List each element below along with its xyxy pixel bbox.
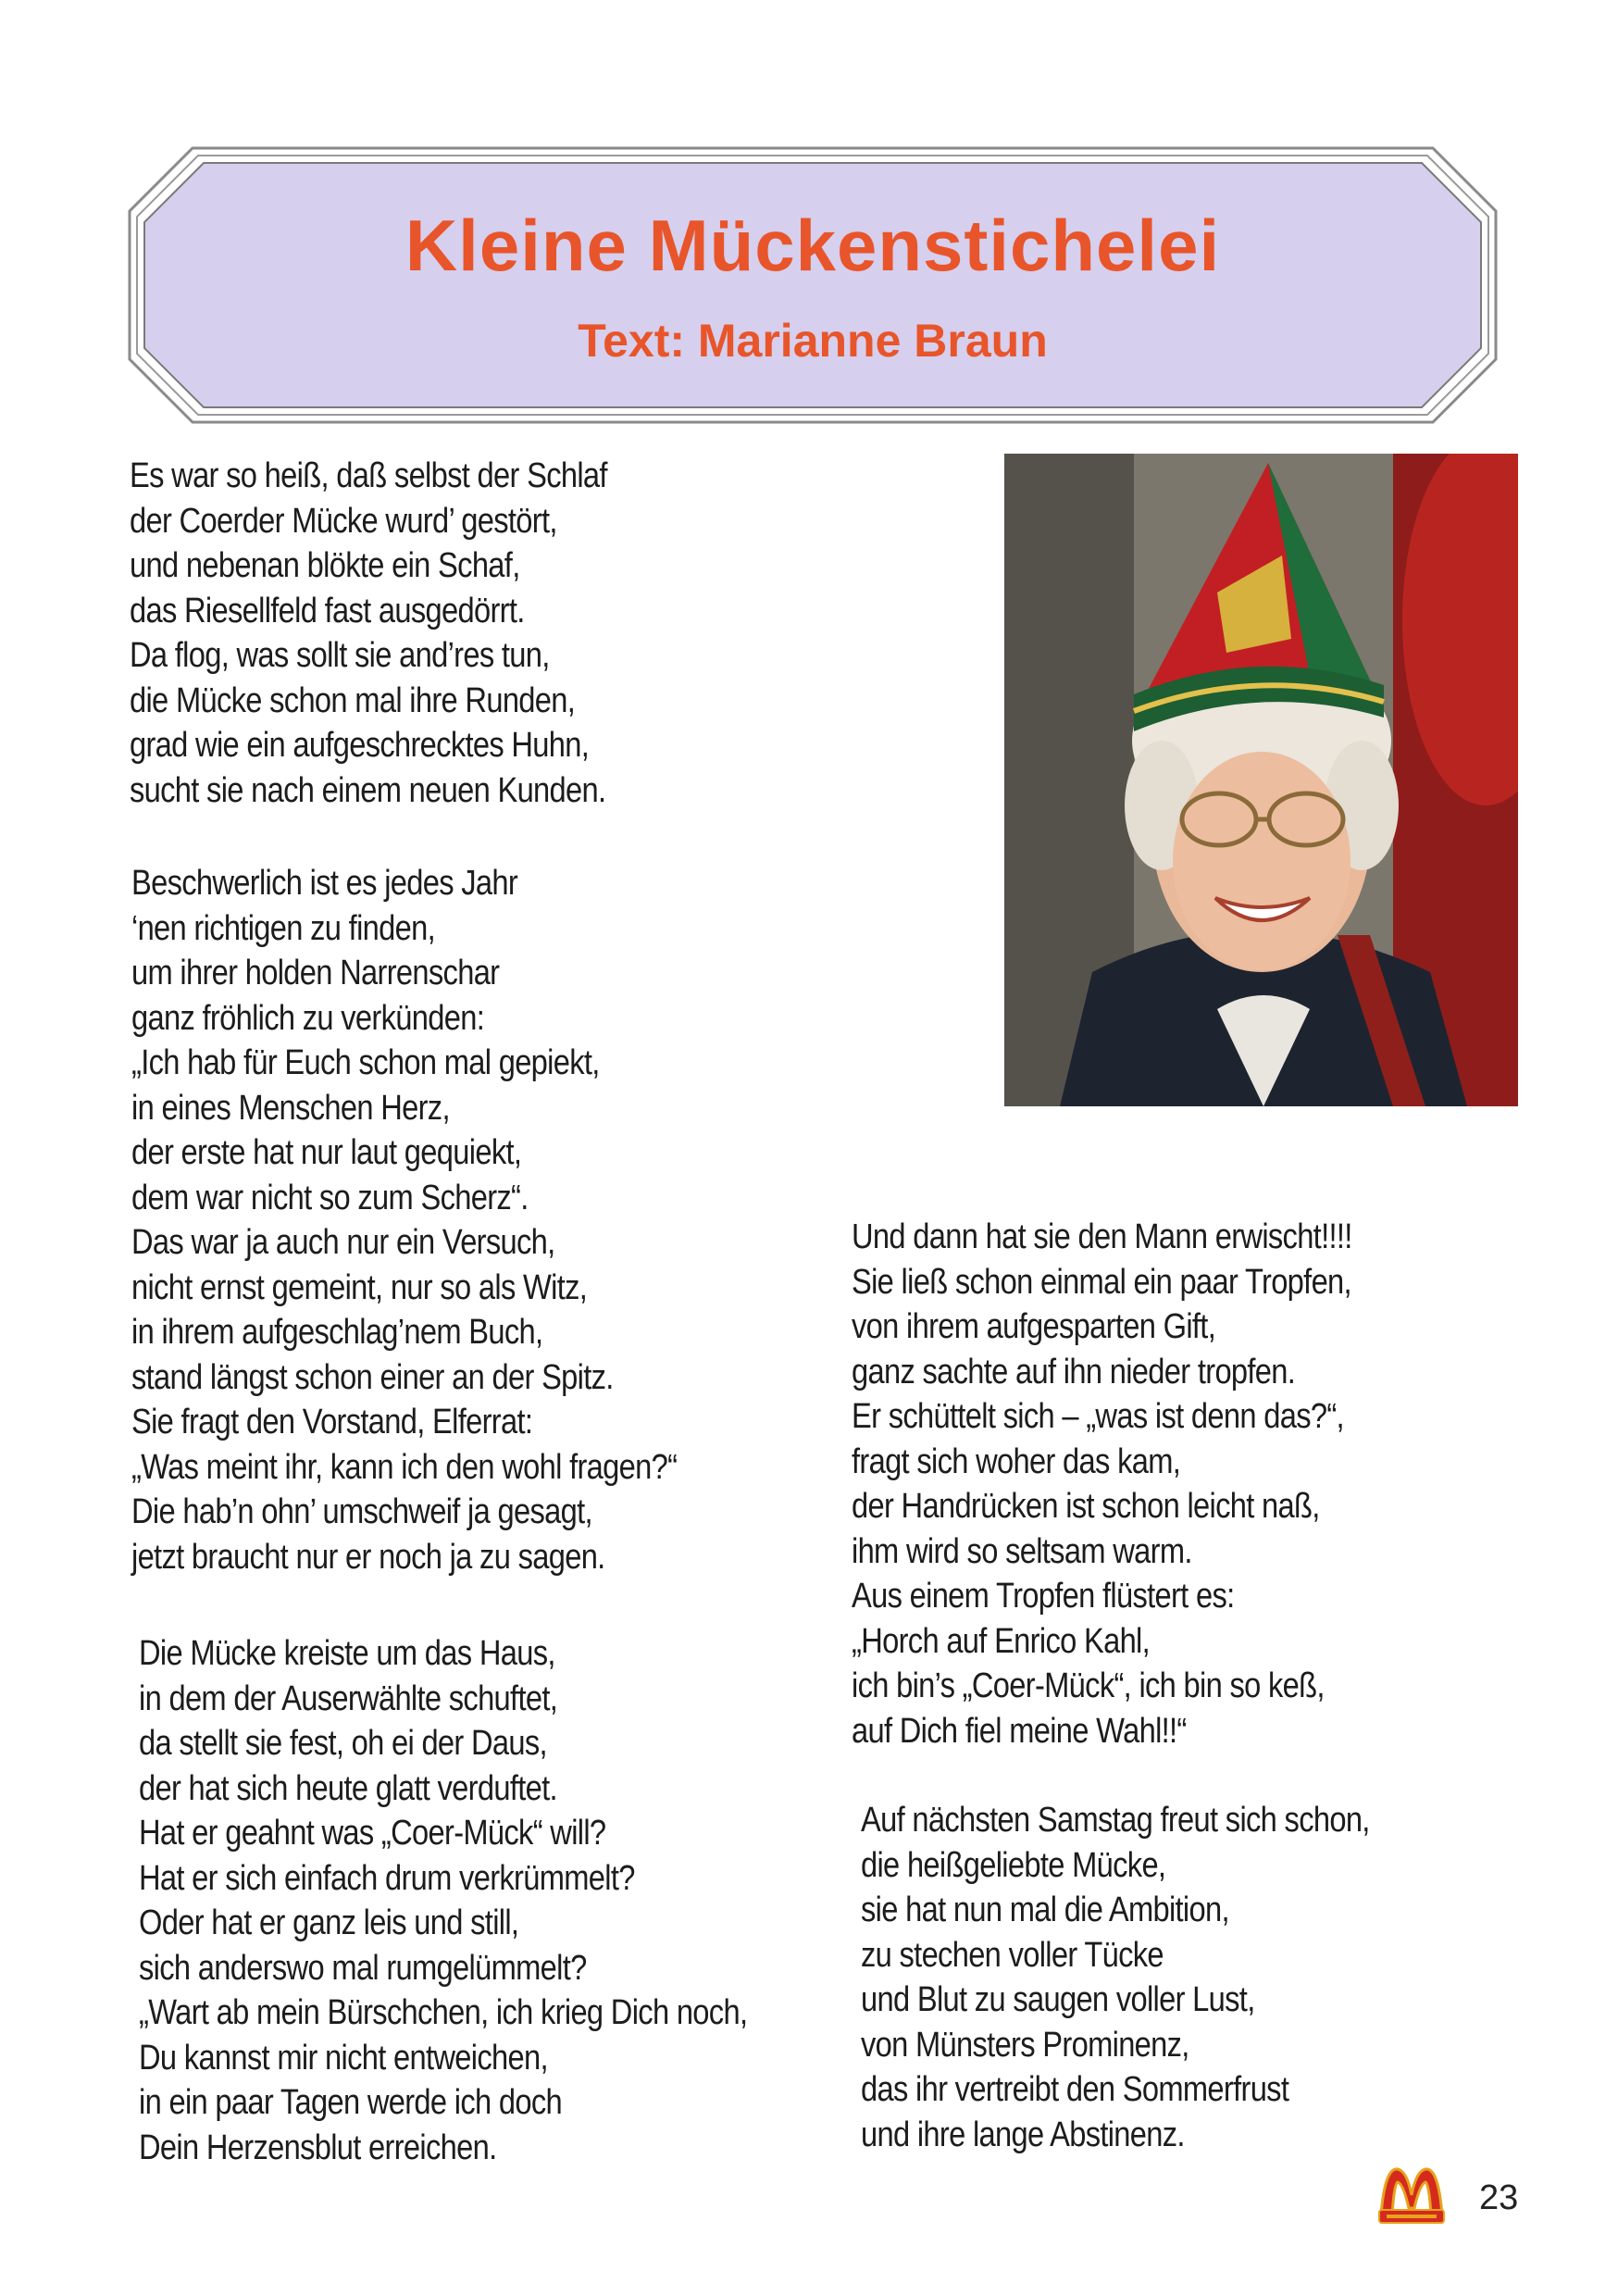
poem-line: stand längst schon einer an der Spitz. — [131, 1357, 614, 1397]
poem-line: der Handrücken ist schon leicht naß, — [852, 1487, 1320, 1526]
poem-line: von Münsters Prominenz, — [861, 2025, 1189, 2065]
poem-line: ganz fröhlich zu verkünden: — [131, 998, 485, 1038]
club-logo-icon — [1377, 2162, 1446, 2227]
poem-line: Die hab’n ohn’ umschweif ja gesagt, — [131, 1492, 592, 1531]
poem-line: ‘nen richtigen zu finden, — [131, 908, 435, 948]
poem-line: fragt sich woher das kam, — [852, 1441, 1181, 1481]
poem-line: in ein paar Tagen werde ich doch — [139, 2083, 563, 2122]
poem-stanza-4 — [852, 1215, 1434, 1753]
poem-line: Und dann hat sie den Mann erwischt!!!! — [852, 1217, 1352, 1256]
poem-line: „Wart ab mein Bürschchen, ich krieg Dich noch, — [139, 1993, 748, 2032]
poem-line: von ihrem aufgesparten Gift, — [852, 1307, 1216, 1346]
poem-line: in dem der Auserwählte schuftet, — [139, 1678, 558, 1718]
poem-line: das ihr vertreibt den Sommerfrust — [861, 2070, 1289, 2109]
poem-line: und Blut zu saugen voller Lust, — [861, 1980, 1255, 2019]
poem-line: Das war ja auch nur ein Versuch, — [131, 1223, 555, 1262]
poem-line: Beschwerlich ist es jedes Jahr — [131, 864, 518, 903]
author-credit: Text: Marianne Braun — [578, 315, 1048, 367]
poem-line: und ihre lange Abstinenz. — [861, 2115, 1185, 2154]
page-number: 23 — [1479, 2178, 1519, 2217]
poem-line: der erste hat nur laut gequiekt, — [131, 1133, 522, 1172]
poem-stanza-3 — [139, 1631, 846, 2170]
poem-line: Du kannst mir nicht entweichen, — [139, 2038, 548, 2078]
poem-line: da stellt sie fest, oh ei der Daus, — [139, 1724, 547, 1763]
poem-line: sie hat nun mal die Ambition, — [861, 1890, 1229, 1929]
poem-line: Sie fragt den Vorstand, Elferrat: — [131, 1403, 533, 1441]
poem-line: ihm wird so seltsam warm. — [852, 1531, 1192, 1571]
poem-line: der Coerder Mücke wurd’ gestört, — [130, 501, 557, 541]
poem-stanza-2 — [131, 861, 765, 1579]
poem-line: „Ich hab für Euch schon mal gepiekt, — [131, 1043, 600, 1082]
poem-line: Oder hat er ganz leis und still, — [139, 1903, 519, 1942]
poem-stanza-1 — [130, 454, 685, 813]
poem-line: in eines Menschen Herz, — [131, 1088, 450, 1128]
poem-line: Da flog, was sollt sie and’res tun, — [130, 636, 550, 675]
poem-line: die Mücke schon mal ihre Runden, — [130, 680, 576, 720]
poem-line: nicht ernst gemeint, nur so als Witz, — [131, 1267, 588, 1307]
title-banner — [128, 146, 1498, 424]
poem-line: sucht sie nach einem neuen Kunden. — [130, 770, 606, 810]
poem-line: das Riesellfeld fast ausgedörrt. — [130, 591, 525, 630]
poem-stanza-5 — [861, 1798, 1452, 2157]
poem-line: „Horch auf Enrico Kahl, — [852, 1621, 1151, 1661]
poem-line: Es war so heiß, daß selbst der Schlaf — [130, 456, 607, 495]
poem-line: Er schüttelt sich – „was ist denn das?“, — [852, 1397, 1344, 1436]
poem-line: sich anderswo mal rumgelümmelt? — [139, 1948, 587, 1988]
poem-line: Hat er sich einfach drum verkrümmelt? — [139, 1858, 635, 1898]
poem-line: der hat sich heute glatt verduftet. — [139, 1768, 557, 1808]
poem-line: Sie ließ schon einmal ein paar Tropfen, — [852, 1262, 1351, 1302]
poem-line: Auf nächsten Samstag freut sich schon, — [861, 1801, 1370, 1840]
poem-line: die heißgeliebte Mücke, — [861, 1845, 1166, 1885]
poem-line: „Was meint ihr, kann ich den wohl fragen?“ — [131, 1447, 678, 1487]
poem-line: Die Mücke kreiste um das Haus, — [139, 1634, 555, 1673]
poem-line: grad wie ein aufgeschrecktes Huhn, — [130, 726, 590, 765]
poem-line: dem war nicht so zum Scherz“. — [131, 1178, 529, 1217]
poem-line: Hat er geahnt was „Coer-Mück“ will? — [139, 1814, 606, 1853]
portrait-photo — [1004, 454, 1518, 1106]
poem-line: ich bin’s „Coer-Mück“, ich bin so keß, — [852, 1666, 1325, 1705]
poem-line: zu stechen voller Tücke — [861, 1935, 1164, 1975]
poem-line: in ihrem aufgeschlag’nem Buch, — [131, 1313, 543, 1352]
poem-line: Dein Herzensblut erreichen. — [139, 2128, 497, 2167]
poem-line: ganz sachte auf ihn nieder tropfen. — [852, 1352, 1296, 1391]
poem-line: um ihrer holden Narrenschar — [131, 954, 500, 992]
poem-line: und nebenan blökte ein Schaf, — [130, 546, 520, 585]
poem-line: Aus einem Tropfen flüstert es: — [852, 1577, 1235, 1616]
poem-line: jetzt braucht nur er noch ja zu sagen. — [131, 1537, 605, 1577]
poem-line: auf Dich fiel meine Wahl!!“ — [852, 1711, 1187, 1751]
page-title: Kleine Mückenstichelei — [404, 205, 1221, 286]
